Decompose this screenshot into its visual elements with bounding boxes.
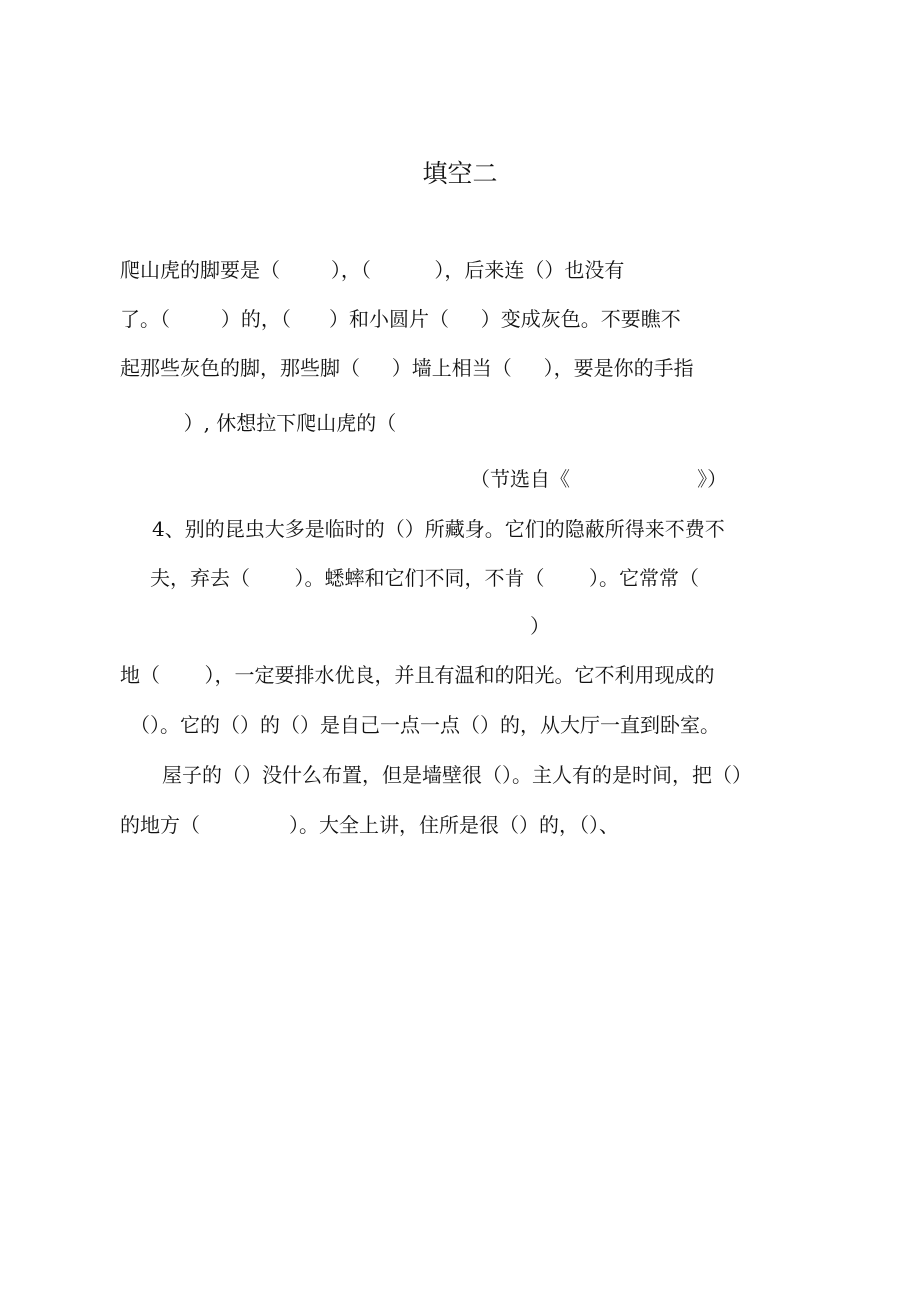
text-line-2: 了。（ ）的，（ ）和小圆片（ ）变成灰色。不要瞧不: [120, 307, 681, 331]
text-line-4: ）, 休想拉下爬山虎的（: [120, 411, 397, 435]
text-line-3: 起那些灰色的脚，那些脚（ ）墙上相当（ ），要是你的手指: [120, 356, 694, 380]
source-citation: （节选自《 》）: [470, 467, 728, 491]
text-line-11: 屋子的（）没什么布置，但是墙壁很（）。主人有的是时间，把（）: [162, 763, 752, 787]
text-line-6: 4、别的昆虫大多是临时的（）所藏身。它们的隐蔽所得来不费不: [152, 517, 725, 541]
text-line-8: ）: [530, 614, 550, 638]
text-line-9: 地（ ），一定要排水优良，并且有温和的阳光。它不利用现成的: [120, 663, 715, 687]
text-line-12: 的地方（ ）。大全上讲，住所是很（）的，（）、: [120, 813, 620, 837]
text-line-10: （）。它的（）的（）是自己一点一点（）的，从大厅一直到卧室。: [130, 713, 720, 737]
page-title: 填空二: [422, 159, 498, 188]
text-line-7: 夫，弃去（ ）。蟋蟀和它们不同，不肯（ ）。它常常（: [150, 566, 700, 590]
text-line-1: 爬山虎的脚要是（ ），（ ），后来连（）也没有: [120, 258, 625, 282]
